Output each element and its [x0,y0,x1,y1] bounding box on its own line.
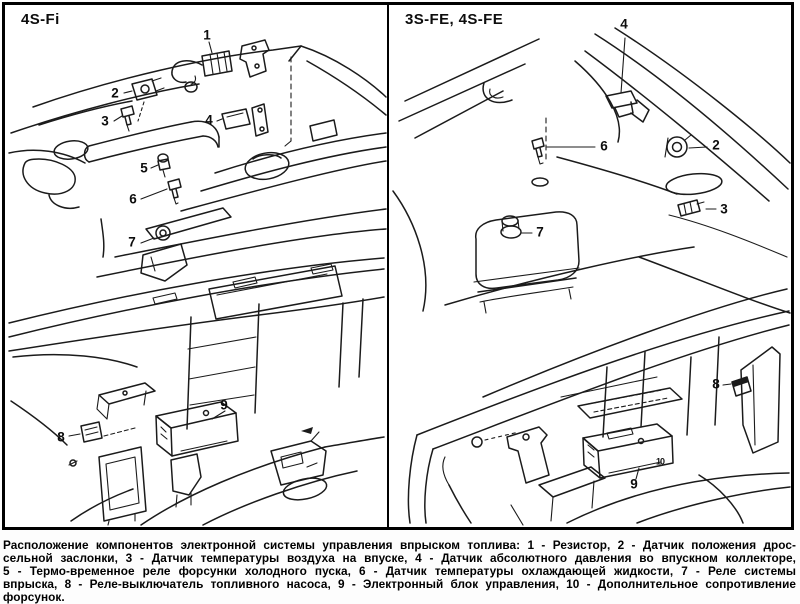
ecu-box [156,402,313,456]
panel-3s-fe-4s-fe [389,5,791,527]
arrow-mark [301,427,313,434]
hood-lines [399,39,539,138]
dashboard-outline [9,258,384,445]
center-console [71,437,384,525]
coolant-temp-sensor [141,179,181,204]
map-sensor [217,104,268,136]
mount-brackets [472,427,605,525]
relay-bracket [97,383,155,419]
callout-4: 4 [620,16,628,32]
map-sensor [606,38,649,122]
callout-10: 10 [655,456,665,467]
callout-9: 9 [630,476,638,492]
dashed-leader [285,57,291,146]
air-temp-sensor [114,106,134,131]
cowl-lines [11,46,386,133]
ecu-mount-brackets [99,432,326,525]
callout-3: 3 [101,113,109,129]
engine-block [97,120,386,277]
engine-bay-drawing-4s-fi [5,5,387,527]
engine-lines [393,157,790,313]
callout-1: 1 [203,27,211,43]
callout-3: 3 [720,201,728,217]
callout-2: 2 [111,85,119,101]
fuel-pump-relay [723,347,780,453]
callout-7: 7 [128,234,136,250]
caption-line: сельной заслонки, 3 - Датчик температуры воздуха на впуске, 4 - Датчик абсолютного давления во впускном коллекторе, [3,550,796,565]
throttle-position-sensor [665,135,707,157]
panel-4s-fi [5,5,387,527]
reservoir-tank [474,212,579,313]
callout-8: 8 [712,376,720,392]
resistor-part [172,42,232,92]
cold-start-injector [151,154,170,177]
panel-label-4s-fi: 4S-Fi [21,11,60,28]
callout-6: 6 [129,191,137,207]
caption-line: впрыска, 8 - Реле-выключатель топливного насоса, 9 - Электронный блок управления, 10 - Дополнительное сопротивление [3,576,796,591]
ecu-tray [561,377,682,418]
injection-relay [141,208,231,281]
panel-label-3s-fe: 3S-FE, 4S-FE [405,11,504,28]
callout-6: 6 [600,138,608,154]
engine-bay-drawing-3s-fe [389,5,791,527]
figure-diagram [2,2,794,530]
caption-line: Расположение компонентов электронной системы управления впрыском топлива: 1 - Резистор, 2 - Датчик положения дрос- [3,538,796,552]
coolant-temp-sensor [532,138,595,186]
figure-caption [3,539,796,604]
callout-2: 2 [712,137,720,153]
callout-8: 8 [57,429,65,445]
fender-air-cleaner [9,139,89,209]
caption-line: форсунок. [3,589,65,604]
callout-5: 5 [140,160,148,176]
callout-4: 4 [205,112,213,128]
console-lines [443,457,790,523]
cowl-sweep-lines [483,28,790,201]
caption-line: 5 - Термо-временное реле форсунки холодного пуска, 6 - Датчик температуры охлаждающей жидкости, 7 - Реле системы [3,563,796,578]
mounting-bracket [240,40,269,77]
air-temp-sensor [678,200,716,216]
callout-9: 9 [220,397,228,413]
dashboard-outline [408,289,789,523]
callout-7: 7 [536,224,544,240]
